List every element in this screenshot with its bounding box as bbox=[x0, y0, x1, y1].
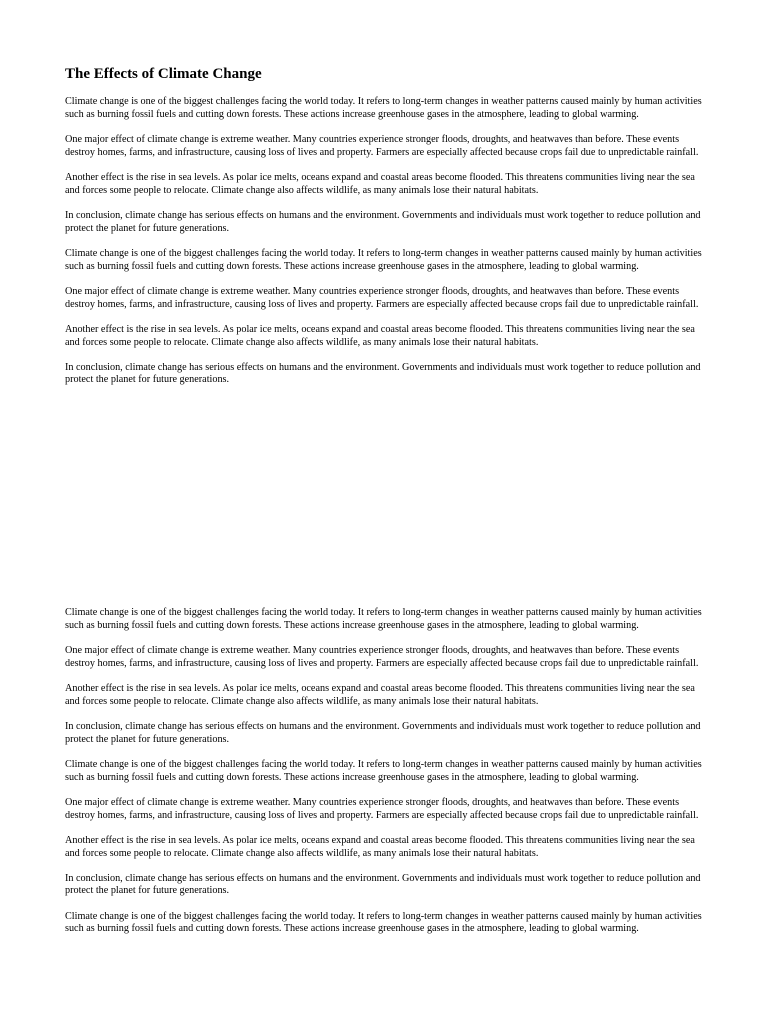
body-paragraph: One major effect of climate change is extreme weather. Many countries experience stronger floods, droughts, and heatwaves than before. These events destroy homes, farms, and infrastructure, causing loss of lives and property. Farmers are especially affected because crops fail due to unpredictable rainfall. bbox=[65, 285, 699, 310]
body-paragraph: Climate change is one of the biggest challenges facing the world today. It refers to long-term changes in weather patterns caused mainly by human activities such as burning fossil fuels and cutting down forests. These actions increase greenhouse gases in the atmosphere, leading to global warming. bbox=[65, 247, 702, 272]
body-paragraph: In conclusion, climate change has serious effects on humans and the environment. Governments and individuals must work together to reduce pollution and protect the planet for future generations. bbox=[65, 209, 701, 234]
body-paragraph: In conclusion, climate change has serious effects on humans and the environment. Governments and individuals must work together to reduce pollution and protect the planet for future generations. bbox=[65, 720, 701, 745]
document-page-block-1 bbox=[65, 64, 705, 400]
body-paragraph: Another effect is the rise in sea levels. As polar ice melts, oceans expand and coastal areas become flooded. This threatens communities living near the sea and forces some people to relocate. Climate change also affects wildlife, as many animals lose their natural habitats. bbox=[65, 323, 695, 348]
body-paragraph: Climate change is one of the biggest challenges facing the world today. It refers to long-term changes in weather patterns caused mainly by human activities such as burning fossil fuels and cutting down forests. These actions increase greenhouse gases in the atmosphere, leading to global warming. bbox=[65, 96, 702, 120]
body-paragraph: Another effect is the rise in sea levels. As polar ice melts, oceans expand and coastal areas become flooded. This threatens communities living near the sea and forces some people to relocate. Climate change also affects wildlife, as many animals lose their natural habitats. bbox=[65, 171, 695, 196]
body-paragraph: Climate change is one of the biggest challenges facing the world today. It refers to long-term changes in weather patterns caused mainly by human activities such as burning fossil fuels and cutting down forests. These actions increase greenhouse gases in the atmosphere, leading to global warming. bbox=[65, 758, 702, 783]
document-title: The Effects of Climate Change bbox=[65, 66, 262, 82]
body-paragraph: Another effect is the rise in sea levels. As polar ice melts, oceans expand and coastal areas become flooded. This threatens communities living near the sea and forces some people to relocate. Climate change also affects wildlife, as many animals lose their natural habitats. bbox=[65, 682, 695, 707]
body-paragraph: One major effect of climate change is extreme weather. Many countries experience stronger floods, droughts, and heatwaves than before. These events destroy homes, farms, and infrastructure, causing loss of lives and property. Farmers are especially affected because crops fail due to unpredictable rainfall. bbox=[65, 644, 699, 669]
body-paragraph: Climate change is one of the biggest challenges facing the world today. It refers to long-term changes in weather patterns caused mainly by human activities such as burning fossil fuels and cutting down forests. These actions increase greenhouse gases in the atmosphere, leading to global warming. bbox=[65, 910, 702, 935]
body-paragraph: In conclusion, climate change has serious effects on humans and the environment. Governments and individuals must work together to reduce pollution and protect the planet for future generations. bbox=[65, 872, 701, 897]
document-page-block-2 bbox=[65, 607, 705, 949]
body-paragraph: Another effect is the rise in sea levels. As polar ice melts, oceans expand and coastal areas become flooded. This threatens communities living near the sea and forces some people to relocate. Climate change also affects wildlife, as many animals lose their natural habitats. bbox=[65, 834, 695, 859]
body-paragraph: Climate change is one of the biggest challenges facing the world today. It refers to long-term changes in weather patterns caused mainly by human activities such as burning fossil fuels and cutting down forests. These actions increase greenhouse gases in the atmosphere, leading to global warming. bbox=[65, 607, 702, 631]
body-paragraph: One major effect of climate change is extreme weather. Many countries experience stronger floods, droughts, and heatwaves than before. These events destroy homes, farms, and infrastructure, causing loss of lives and property. Farmers are especially affected because crops fail due to unpredictable rainfall. bbox=[65, 796, 699, 821]
body-paragraph: In conclusion, climate change has serious effects on humans and the environment. Governments and individuals must work together to reduce pollution and protect the planet for future generations. bbox=[65, 361, 701, 386]
body-paragraph: One major effect of climate change is extreme weather. Many countries experience stronger floods, droughts, and heatwaves than before. These events destroy homes, farms, and infrastructure, causing loss of lives and property. Farmers are especially affected because crops fail due to unpredictable rainfall. bbox=[65, 133, 699, 158]
